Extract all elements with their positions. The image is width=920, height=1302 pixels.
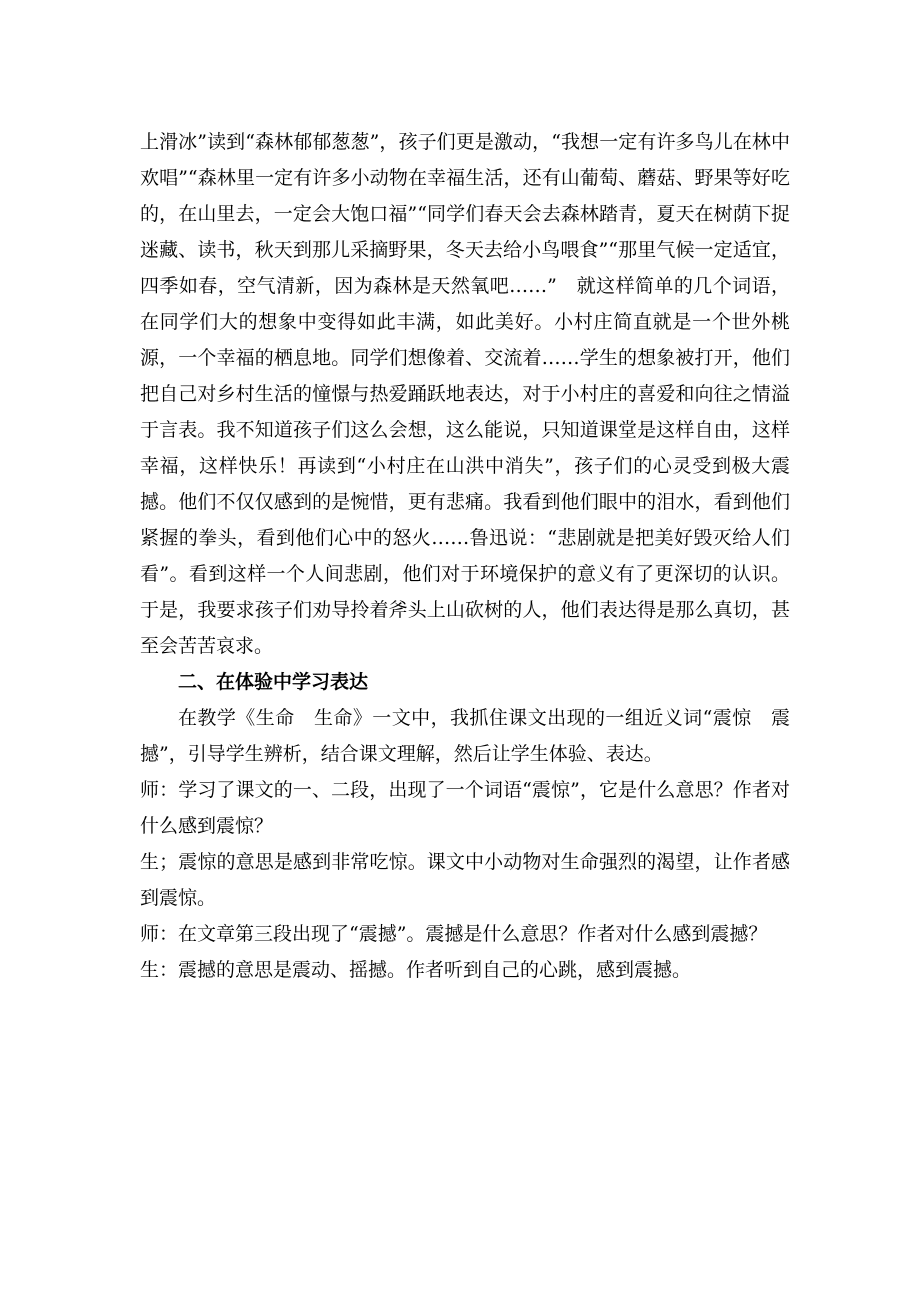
- document-body: [140, 124, 790, 988]
- section-heading-experience: 二、在体验中学习表达: [178, 671, 369, 693]
- paragraph-story-imagination: 上滑冰”读到“森林郁郁葱葱”，孩子们更是激动，“我想一定有许多鸟儿在林中欢唱”“森林里一定有许多小动物在幸福生活，还有山葡萄、蘑菇、野果等好吃的，在山里去，一定会大饱口福”“同学们春天会去森林踏青，夏天在树荫下捉迷藏、读书，秋天到那儿采摘野果，冬天去给小鸟喂食”“那里气候一定适宜，四季如春，空气清新，因为森林是天然氧吧……” 就这样简单的几个词语，在同学们大的想象中变得如此丰满，如此美好。小村庄简直就是一个世外桃源，一个幸福的栖息地。同学们想像着、交流着……学生的想象被打开，他们把自己对乡村生活的憧憬与热爱踊跃地表达，对于小村庄的喜爱和向往之情溢于言表。我不知道孩子们这么会想，这么能说，只知道课堂是这样自由，这样幸福，这样快乐！再读到“小村庄在山洪中消失”，孩子们的心灵受到极大震撼。他们不仅仅感到的是惋惜，更有悲痛。我看到他们眼中的泪水，看到他们紧握的拳头，看到他们心中的怒火……鲁迅说：“悲剧就是把美好毁灭给人们看”。看到这样一个人间悲剧，他们对于环境保护的意义有了更深切的认识。于是，我要求孩子们劝导拎着斧头上山砍树的人，他们表达得是那么真切，甚至会苦苦哀求。: [140, 131, 790, 657]
- dialogue-student-answer-2: 生：震撼的意思是震动、摇撼。作者听到自己的心跳，感到震撼。: [140, 959, 692, 981]
- dialogue-student-answer-1: 生；震惊的意思是感到非常吃惊。课文中小动物对生命强烈的渴望，让作者感到震惊。: [140, 851, 790, 909]
- dialogue-teacher-question-1: 师：学习了课文的一、二段，出现了一个词语“震惊”，它是什么意思？作者对什么感到震惊？: [140, 779, 790, 837]
- dialogue-teacher-question-2: 师：在文章第三段出现了“震撼”。震撼是什么意思？作者对什么感到震撼？: [140, 923, 768, 945]
- paragraph-lesson-intro: 在教学《生命 生命》一文中，我抓住课文出现的一组近义词“震惊 震撼”，引导学生辨析，结合课文理解，然后让学生体验、表达。: [140, 707, 790, 765]
